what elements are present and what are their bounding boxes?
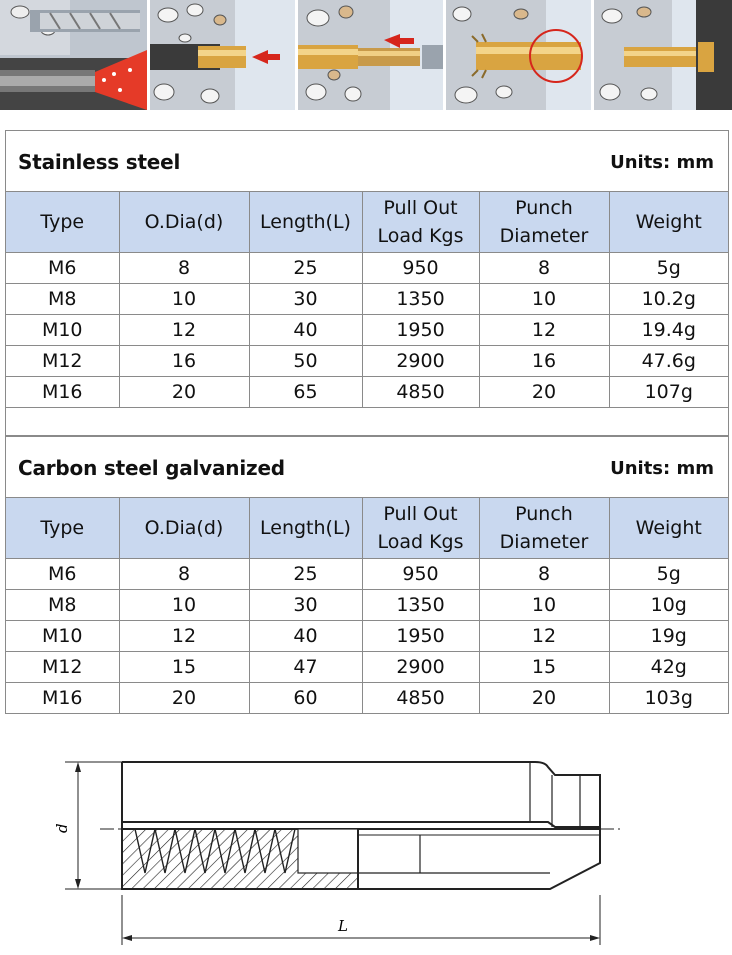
cell-pull-out-load: 1950 <box>362 621 479 652</box>
cell-outer-diameter: 16 <box>119 346 249 377</box>
cell-pull-out-load: 2900 <box>362 652 479 683</box>
cell-punch-diameter: 10 <box>479 590 609 621</box>
table-spacer <box>5 407 729 436</box>
cell-length: 50 <box>249 346 362 377</box>
cell-pull-out-load: 950 <box>362 559 479 590</box>
table-header-bar <box>6 131 728 192</box>
cell-pull-out-load: 1350 <box>362 590 479 621</box>
table-row <box>6 253 728 284</box>
column-header-punch-diameter: Punch Diameter <box>479 498 609 559</box>
cell-outer-diameter: 15 <box>119 652 249 683</box>
table-row <box>6 346 728 377</box>
cell-type: M6 <box>6 253 119 284</box>
table-title: Stainless steel <box>18 150 181 174</box>
cell-weight: 5g <box>609 253 728 284</box>
column-header-row <box>6 192 728 253</box>
cell-punch-diameter: 12 <box>479 315 609 346</box>
length-label: L <box>338 917 348 935</box>
cell-punch-diameter: 12 <box>479 621 609 652</box>
cell-outer-diameter: 10 <box>119 590 249 621</box>
table-row <box>6 284 728 315</box>
cell-weight: 42g <box>609 652 728 683</box>
column-header-type: Type <box>6 192 119 253</box>
cell-weight: 107g <box>609 377 728 408</box>
step-insert-image <box>150 0 295 110</box>
cell-weight: 5g <box>609 559 728 590</box>
cell-length: 30 <box>249 590 362 621</box>
cell-length: 40 <box>249 621 362 652</box>
cell-weight: 10.2g <box>609 284 728 315</box>
installation-steps-strip <box>0 0 732 112</box>
cell-type: M12 <box>6 346 119 377</box>
spec-table-stainless <box>5 130 729 408</box>
cell-outer-diameter: 12 <box>119 315 249 346</box>
cell-weight: 19.4g <box>609 315 728 346</box>
anchor-technical-drawing <box>53 745 630 950</box>
cell-outer-diameter: 20 <box>119 377 249 408</box>
step-fasten-image <box>594 0 732 110</box>
column-header-pull-out-load: Pull Out Load Kgs <box>362 498 479 559</box>
table-title: Carbon steel galvanized <box>18 456 285 480</box>
cell-punch-diameter: 16 <box>479 346 609 377</box>
cell-pull-out-load: 4850 <box>362 377 479 408</box>
table-row <box>6 683 728 714</box>
cell-pull-out-load: 1350 <box>362 284 479 315</box>
column-header-length: Length(L) <box>249 498 362 559</box>
cell-length: 25 <box>249 253 362 284</box>
cell-length: 40 <box>249 315 362 346</box>
column-header-pull-out-load: Pull Out Load Kgs <box>362 192 479 253</box>
cell-punch-diameter: 8 <box>479 253 609 284</box>
cell-punch-diameter: 15 <box>479 652 609 683</box>
column-header-outer-diameter: O.Dia(d) <box>119 498 249 559</box>
cell-pull-out-load: 1950 <box>362 315 479 346</box>
cell-length: 65 <box>249 377 362 408</box>
cell-type: M12 <box>6 652 119 683</box>
column-header-punch-diameter: Punch Diameter <box>479 192 609 253</box>
cell-type: M10 <box>6 621 119 652</box>
cell-type: M8 <box>6 284 119 315</box>
cell-outer-diameter: 8 <box>119 253 249 284</box>
cell-length: 47 <box>249 652 362 683</box>
units-label: Units: mm <box>610 152 714 173</box>
cell-length: 25 <box>249 559 362 590</box>
cell-punch-diameter: 20 <box>479 377 609 408</box>
table-row <box>6 377 728 408</box>
cell-type: M8 <box>6 590 119 621</box>
cell-punch-diameter: 20 <box>479 683 609 714</box>
cell-punch-diameter: 10 <box>479 284 609 315</box>
cell-length: 60 <box>249 683 362 714</box>
units-label: Units: mm <box>610 458 714 479</box>
cell-punch-diameter: 8 <box>479 559 609 590</box>
diameter-label: d <box>53 823 71 833</box>
cell-outer-diameter: 10 <box>119 284 249 315</box>
cell-outer-diameter: 20 <box>119 683 249 714</box>
cell-pull-out-load: 950 <box>362 253 479 284</box>
cell-type: M16 <box>6 377 119 408</box>
column-header-weight: Weight <box>609 192 728 253</box>
table-row <box>6 621 728 652</box>
spec-grid <box>6 498 728 713</box>
cell-outer-diameter: 8 <box>119 559 249 590</box>
column-header-row <box>6 498 728 559</box>
cell-weight: 103g <box>609 683 728 714</box>
cell-length: 30 <box>249 284 362 315</box>
cell-weight: 10g <box>609 590 728 621</box>
cell-pull-out-load: 2900 <box>362 346 479 377</box>
step-set-image <box>298 0 443 110</box>
cell-type: M16 <box>6 683 119 714</box>
cell-outer-diameter: 12 <box>119 621 249 652</box>
step-expand-image <box>446 0 591 110</box>
spec-table-carbon-steel <box>5 436 729 714</box>
column-header-outer-diameter: O.Dia(d) <box>119 192 249 253</box>
cell-pull-out-load: 4850 <box>362 683 479 714</box>
spec-grid <box>6 192 728 407</box>
step-drill-image <box>0 0 147 110</box>
table-row <box>6 652 728 683</box>
cell-type: M6 <box>6 559 119 590</box>
table-row <box>6 315 728 346</box>
cell-weight: 19g <box>609 621 728 652</box>
table-row <box>6 590 728 621</box>
cell-weight: 47.6g <box>609 346 728 377</box>
column-header-length: Length(L) <box>249 192 362 253</box>
cell-type: M10 <box>6 315 119 346</box>
table-header-bar <box>6 437 728 498</box>
column-header-weight: Weight <box>609 498 728 559</box>
table-row <box>6 559 728 590</box>
column-header-type: Type <box>6 498 119 559</box>
